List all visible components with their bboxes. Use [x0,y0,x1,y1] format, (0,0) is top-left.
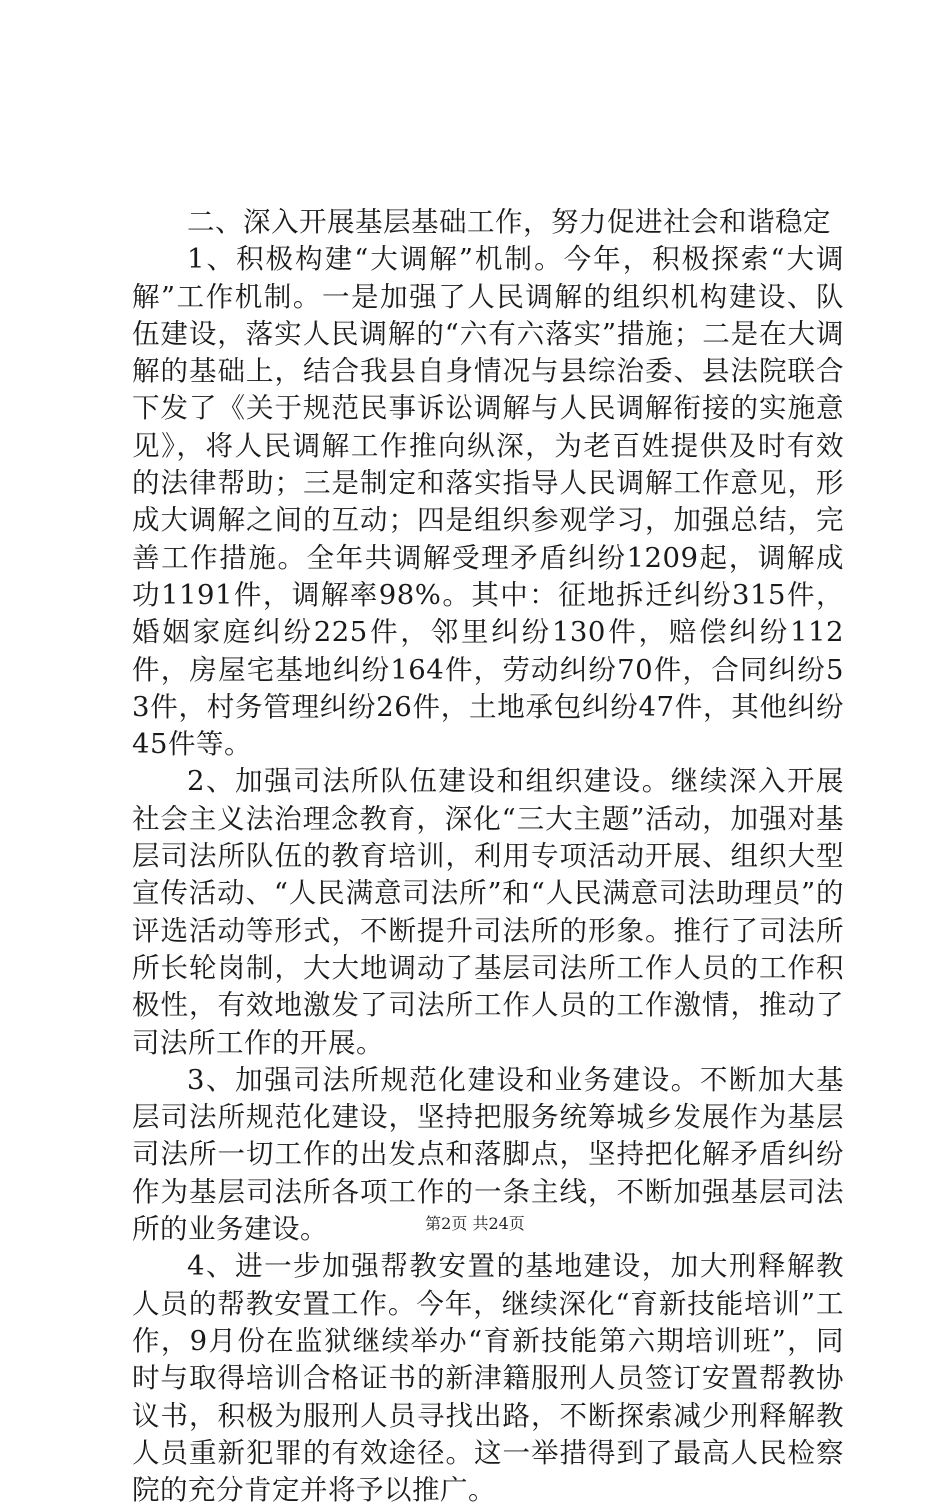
paragraph-1: 1、积极构建“大调解”机制。今年，积极探索“大调解”工作机制。一是加强了人民调解的组织机构建设、队伍建设，落实人民调解的“六有六落实”措施；二是在大调解的基础上，结合我县自身情况与县综治委、县法院联合下发了《关于规范民事诉讼调解与人民调解衔接的实施意见》，将人民调解工作推向纵深，为老百姓提供及时有效的法律帮助；三是制定和落实指导人民调解工作意见，形成大调解之间的互动；四是组织参观学习，加强总结，完善工作措施。全年共调解受理矛盾纠纷1209起，调解成功1191件，调解率98%。其中：征地拆迁纠纷315件，婚姻家庭纠纷225件，邻里纠纷130件，赔偿纠纷112件，房屋宅基地纠纷164件，劳动纠纷70件，合同纠纷53件，村务管理纠纷26件，土地承包纠纷47件，其他纠纷45件等。 [132,243,844,761]
paragraph-2: 2、加强司法所队伍建设和组织建设。继续深入开展社会主义法治理念教育，深化“三大主题”活动，加强对基层司法所队伍的教育培训，利用专项活动开展、组织大型宣传活动、“人民满意司法所”和“人民满意司法助理员”的评选活动等形式，不断提升司法所的形象。推行了司法所所长轮岗制，大大地调动了基层司法所工作人员的工作积极性，有效地激发了司法所工作人员的工作激情，推动了司法所工作的开展。 [132,765,844,1059]
section-heading: 二、深入开展基层基础工作，努力促进社会和谐稳定 [187,206,831,238]
paragraph-4: 4、进一步加强帮教安置的基地建设，加大刑释解教人员的帮教安置工作。今年，继续深化“育新技能培训”工作，9月份在监狱继续举办“育新技能第六期培训班”，同时与取得培训合格证书的新津籍服刑人员签订安置帮教协议书，积极为服刑人员寻找出路，不断探索减少刑释解教人员重新犯罪的有效途径。这一举措得到了最高人民检察院的充分肯定并将予以推广。 [132,1250,844,1507]
page-footer: 第2页 共24页 [425,1214,525,1233]
document-body [132,204,844,1509]
paragraph-3: 3、加强司法所规范化建设和业务建设。不断加大基层司法所规范化建设，坚持把服务统筹城乡发展作为基层司法所一切工作的出发点和落脚点，坚持把化解矛盾纠纷作为基层司法所各项工作的一条主线，不断加强基层司法所的业务建设。 [132,1063,844,1246]
